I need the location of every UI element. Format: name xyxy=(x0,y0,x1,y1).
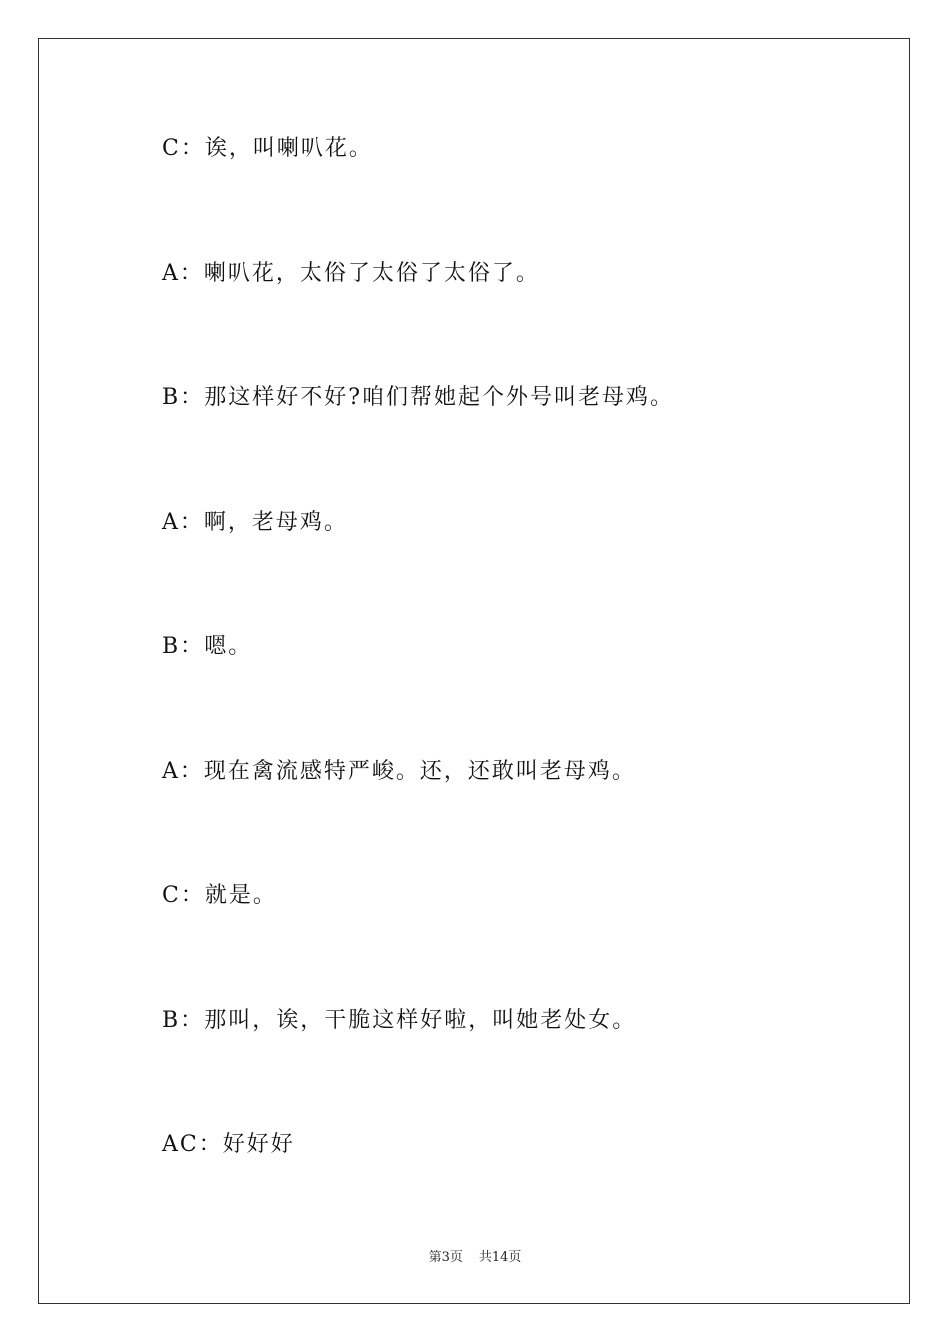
utterance-text: 那叫，诶，干脆这样好啦，叫她老处女。 xyxy=(204,1008,637,1033)
speaker-label: B xyxy=(162,385,181,410)
dialogue-line xyxy=(162,1130,295,1160)
dialogue-line xyxy=(162,881,277,911)
dialogue-line xyxy=(162,383,674,413)
dialogue-line xyxy=(162,508,348,538)
total-pages: 共14页 xyxy=(478,1250,522,1265)
separator: ： xyxy=(180,883,205,908)
separator: ： xyxy=(180,136,205,161)
utterance-text: 喇叭花，太俗了太俗了太俗了。 xyxy=(203,261,540,286)
page-frame xyxy=(38,38,910,1304)
speaker-label: AC xyxy=(162,1132,199,1157)
separator: ： xyxy=(180,385,205,410)
speaker-label: A xyxy=(162,759,180,784)
dialogue-line xyxy=(162,259,540,289)
utterance-text: 就是。 xyxy=(204,883,277,908)
utterance-text: 好好好 xyxy=(222,1132,295,1157)
separator: ： xyxy=(198,1132,223,1157)
utterance-text: 现在禽流感特严峻。还，还敢叫老母鸡。 xyxy=(203,759,636,784)
separator: ： xyxy=(180,1008,205,1033)
separator: ： xyxy=(179,261,204,286)
separator: ： xyxy=(180,634,205,659)
speaker-label: C xyxy=(162,883,181,908)
speaker-label: B xyxy=(162,634,181,659)
speaker-label: B xyxy=(162,1008,181,1033)
dialogue-line xyxy=(162,134,373,164)
utterance-text: 啊，老母鸡。 xyxy=(203,510,348,535)
separator: ： xyxy=(179,510,204,535)
dialogue-line xyxy=(162,1006,636,1036)
speaker-label: A xyxy=(162,510,180,535)
speaker-label: A xyxy=(162,261,180,286)
utterance-text: 诶，叫喇叭花。 xyxy=(204,136,373,161)
dialogue-line xyxy=(162,632,252,662)
utterance-text: 嗯。 xyxy=(204,634,253,659)
separator: ： xyxy=(179,759,204,784)
dialogue-line xyxy=(162,757,636,787)
page-footer xyxy=(0,1246,950,1265)
utterance-text: 那这样好不好?咱们帮她起个外号叫老母鸡。 xyxy=(204,385,674,410)
page-number: 第3页 xyxy=(428,1250,463,1265)
speaker-label: C xyxy=(162,136,181,161)
